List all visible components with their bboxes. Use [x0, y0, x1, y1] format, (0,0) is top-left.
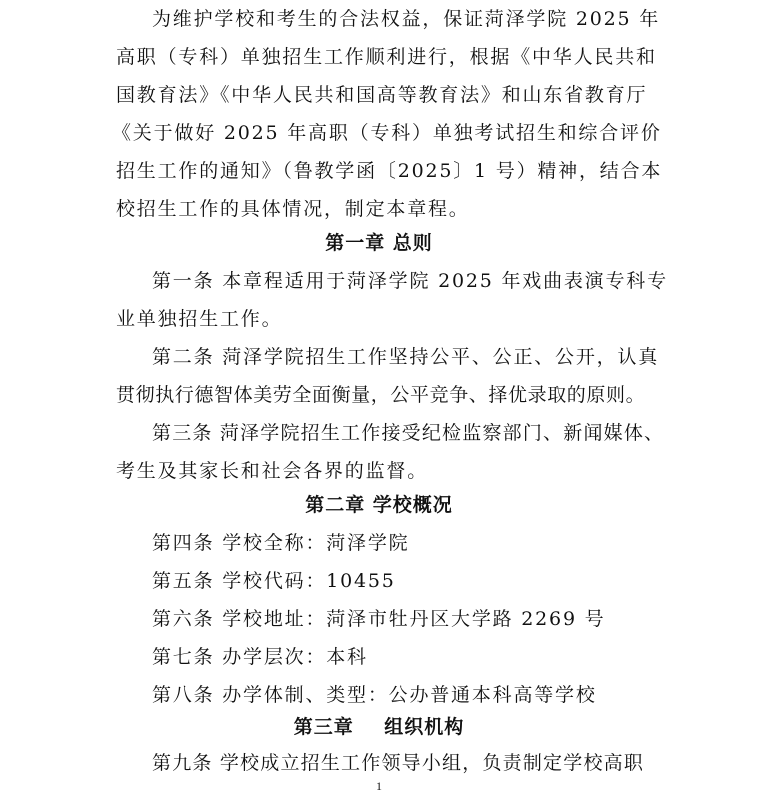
article-line: 第三条 菏泽学院招生工作接受纪检监察部门、新闻媒体、 — [152, 422, 665, 444]
chapter-heading: 第三章 组织机构 — [293, 716, 465, 738]
intro-line: 《关于做好 2025 年高职（专科）单独考试招生和综合评价 — [112, 122, 662, 144]
chapter-heading: 第二章 学校概况 — [305, 494, 453, 516]
article-line: 考生及其家长和社会各界的监督。 — [116, 460, 429, 482]
intro-line: 高职（专科）单独招生工作顺利进行，根据《中华人民共和 — [116, 46, 657, 68]
intro-line: 校招生工作的具体情况，制定本章程。 — [116, 198, 470, 220]
intro-line: 为维护学校和考生的合法权益，保证菏泽学院 2025 年 — [152, 8, 661, 30]
article-line: 第一条 本章程适用于菏泽学院 2025 年戏曲表演专科专 — [152, 270, 668, 292]
article-line: 第七条 办学层次：本科 — [152, 646, 368, 668]
intro-line: 招生工作的通知》（鲁教学函〔2025〕1 号）精神，结合本 — [116, 160, 663, 182]
intro-line: 国教育法》《中华人民共和国高等教育法》和山东省教育厅 — [116, 84, 648, 106]
chapter-heading: 第一章 总则 — [325, 232, 433, 254]
article-line: 业单独招生工作。 — [116, 308, 283, 330]
article-line: 第九条 学校成立招生工作领导小组，负责制定学校高职 — [152, 752, 645, 774]
article-line: 第八条 办学体制、类型：公办普通本科高等学校 — [152, 684, 597, 706]
article-line: 第四条 学校全称：菏泽学院 — [152, 532, 410, 554]
article-line: 贯彻执行德智体美劳全面衡量，公平竞争、择优录取的原则。 — [116, 384, 646, 406]
page-number: 1 — [376, 779, 382, 793]
article-line: 第五条 学校代码：10455 — [152, 570, 396, 592]
article-line: 第六条 学校地址：菏泽市牡丹区大学路 2269 号 — [152, 608, 606, 630]
article-line: 第二条 菏泽学院招生工作坚持公平、公正、公开，认真 — [152, 346, 660, 368]
